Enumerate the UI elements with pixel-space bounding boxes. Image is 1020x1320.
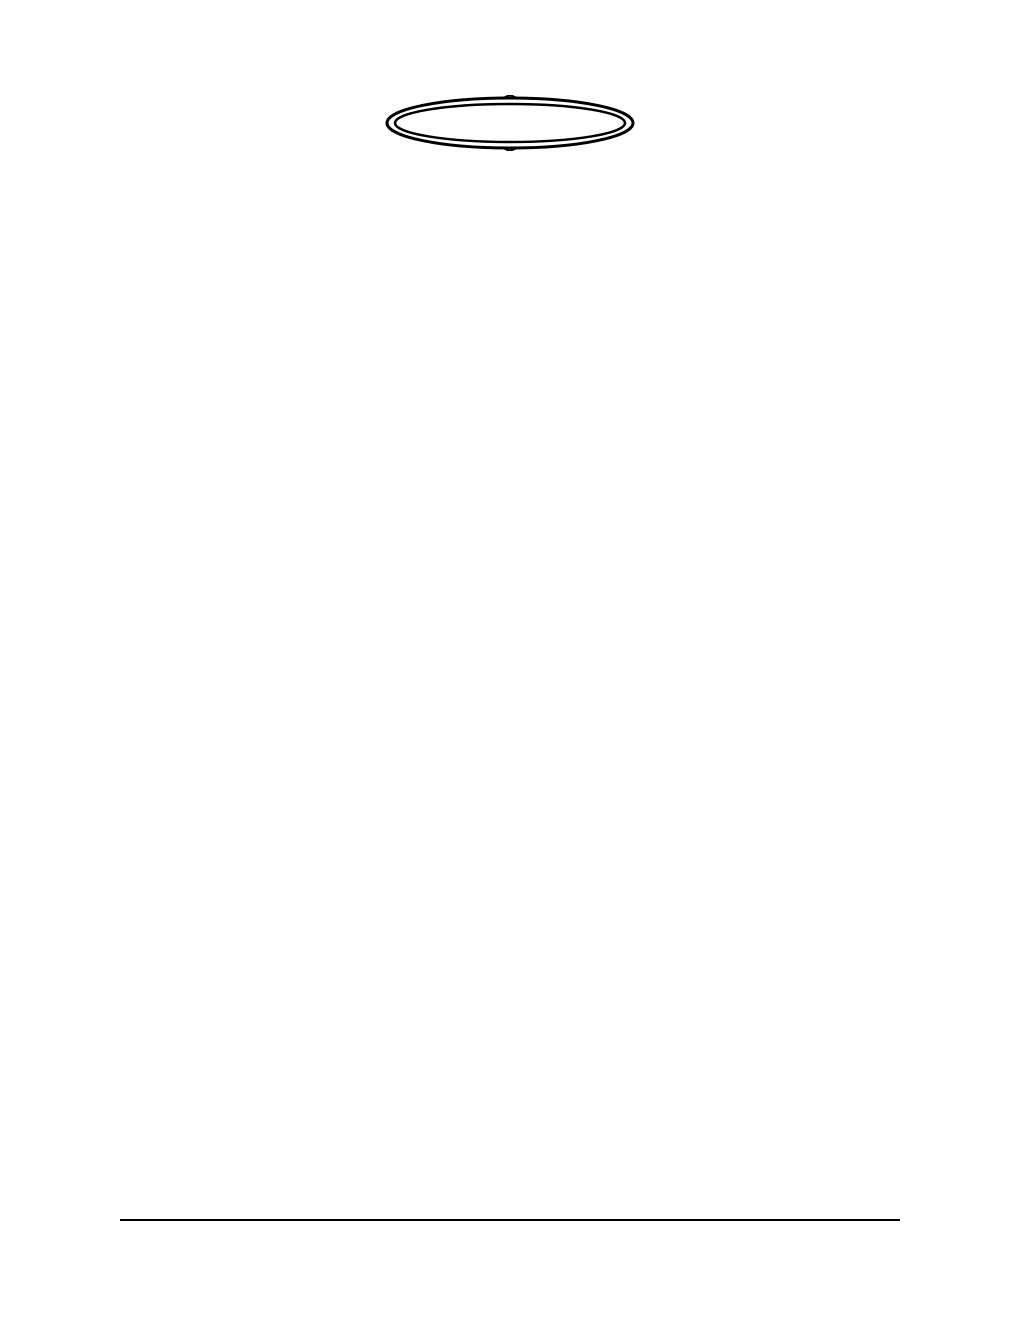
bottom-rule xyxy=(120,1219,900,1221)
page-title xyxy=(385,95,635,151)
title-badge xyxy=(385,95,635,151)
toc-page xyxy=(120,95,900,153)
